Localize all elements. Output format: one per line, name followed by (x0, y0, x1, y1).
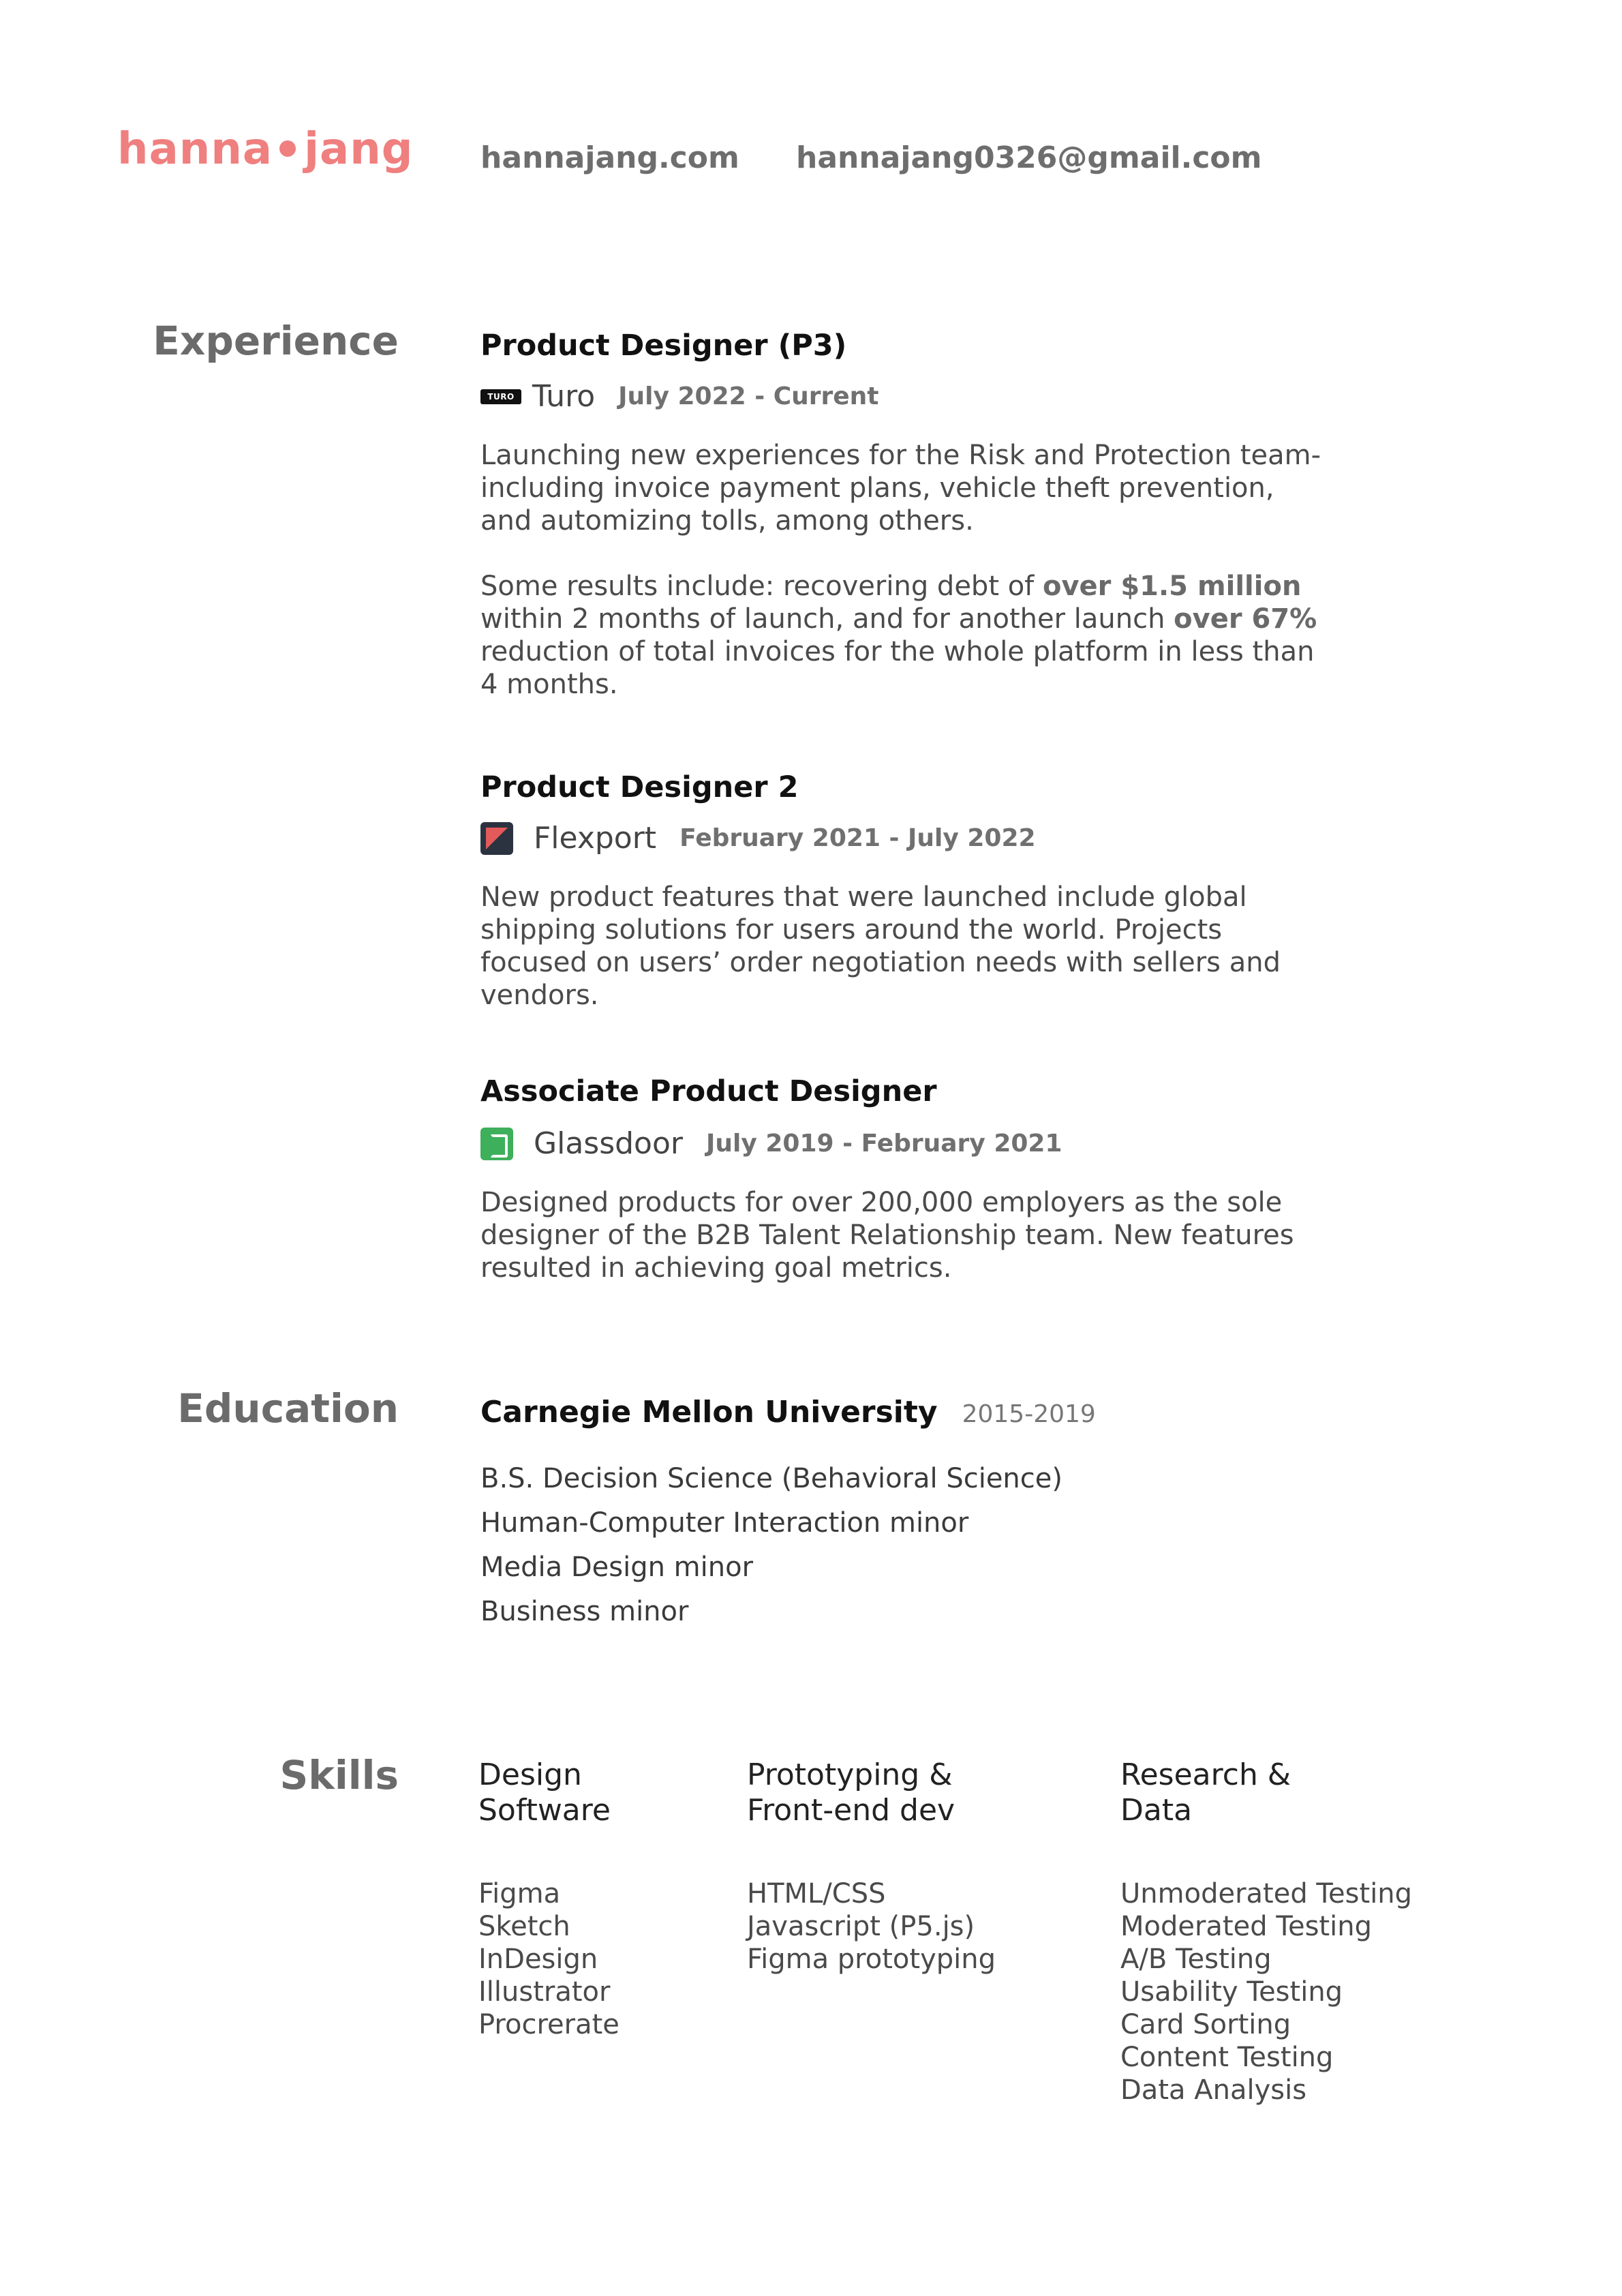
name-dot-icon (279, 140, 296, 157)
education-item: Human-Computer Interaction minor (480, 1507, 969, 1539)
education-item: Media Design minor (480, 1552, 754, 1583)
skill-item: Sketch (478, 1911, 570, 1942)
job-description: Launching new experiences for the Risk and Protection team- including invoice payment plans, vehicle theft prevention, and automizing tolls, among others. (480, 440, 1321, 537)
skill-item: Content Testing (1120, 2042, 1334, 2073)
company-name: Glassdoor (534, 1126, 683, 1161)
job-description: New product features that were launched include global shipping solutions for users around the world. Projects focused on users’ order negotiation needs with sellers and vendors. (480, 881, 1281, 1011)
skill-title-line: Software (478, 1793, 611, 1828)
skill-item: Illustrator (478, 1976, 611, 2008)
education-item: B.S. Decision Science (Behavioral Science) (480, 1463, 1062, 1494)
name-logo (117, 124, 414, 175)
results-text: Some results include: recovering debt of (480, 571, 1043, 602)
skill-column-title (478, 1757, 619, 1828)
email-link[interactable]: hannajang0326@gmail.com (796, 140, 1262, 175)
company-row (480, 379, 879, 414)
company-name: Turo (532, 379, 596, 414)
job-title: Product Designer 2 (480, 770, 799, 804)
skill-column-design-software (478, 1757, 619, 2041)
skill-column-title (1120, 1757, 1412, 1828)
company-name: Flexport (534, 821, 657, 856)
name-last: jang (304, 124, 414, 175)
company-row (480, 1126, 1062, 1161)
experience-heading: Experience (153, 318, 399, 364)
skills-heading: Skills (279, 1752, 399, 1798)
skill-column-prototyping (747, 1757, 996, 1976)
results-highlight: over 67% (1174, 603, 1317, 635)
skill-item: Figma prototyping (747, 1944, 996, 1975)
skill-item: Figma (478, 1878, 561, 1909)
skill-item: Javascript (P5.js) (747, 1911, 975, 1942)
skill-title-line: Data (1120, 1793, 1193, 1828)
job-title: Associate Product Designer (480, 1074, 937, 1108)
school-years: 2015-2019 (962, 1400, 1096, 1428)
job-dates: July 2022 - Current (618, 382, 879, 410)
skill-item: A/B Testing (1120, 1944, 1272, 1975)
skill-list (1120, 1877, 1412, 2106)
results-text: reduction of total invoices for the whole platform in less than 4 months. (480, 636, 1315, 700)
job-results (480, 570, 1326, 701)
skill-item: InDesign (478, 1944, 598, 1975)
skill-column-research (1120, 1757, 1412, 2106)
skill-item: Unmoderated Testing (1120, 1878, 1413, 1909)
skill-column-title (747, 1757, 996, 1828)
skill-title-line: Research & (1120, 1757, 1291, 1792)
skill-list (478, 1877, 619, 2041)
skill-item: HTML/CSS (747, 1878, 886, 1909)
turo-logo-icon: TURO (480, 389, 521, 404)
skill-title-line: Prototyping & (747, 1757, 953, 1792)
skill-title-line: Front-end dev (747, 1793, 955, 1828)
skill-title-line: Design (478, 1757, 582, 1792)
flexport-logo-icon (480, 822, 513, 855)
website-link[interactable]: hannajang.com (480, 140, 739, 175)
education-heading: Education (177, 1385, 399, 1432)
job-dates: July 2019 - February 2021 (706, 1130, 1062, 1158)
skill-item: Card Sorting (1120, 2009, 1291, 2040)
school-name: Carnegie Mellon University (480, 1395, 938, 1430)
results-text: within 2 months of launch, and for another launch (480, 603, 1174, 635)
company-row (480, 821, 1036, 856)
glassdoor-logo-icon (480, 1128, 513, 1160)
results-highlight: over $1.5 million (1042, 571, 1302, 602)
school-row (480, 1395, 1096, 1430)
education-item: Business minor (480, 1596, 689, 1627)
job-description: Designed products for over 200,000 employers as the sole designer of the B2B Talent Relationship team. New features resulted in achieving goal metrics. (480, 1187, 1294, 1284)
name-first: hanna (117, 124, 273, 175)
skill-list (747, 1877, 996, 1976)
job-dates: February 2021 - July 2022 (679, 824, 1036, 852)
skill-item: Data Analysis (1120, 2074, 1307, 2106)
skill-item: Procrerate (478, 2009, 619, 2040)
skill-item: Usability Testing (1120, 1976, 1343, 2008)
skill-item: Moderated Testing (1120, 1911, 1372, 1942)
job-title: Product Designer (P3) (480, 329, 847, 363)
